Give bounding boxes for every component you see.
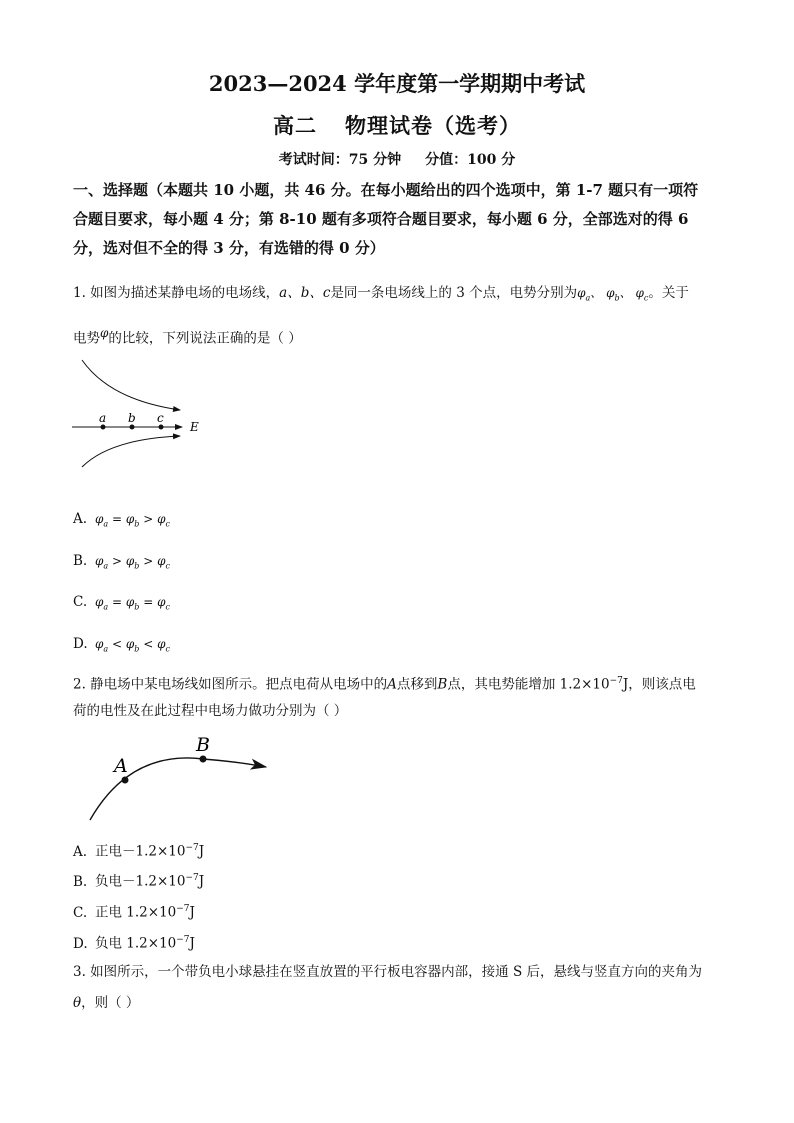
exponent: −7 [176, 935, 190, 945]
label-b: b [128, 411, 136, 425]
q2-point-b: B [437, 676, 448, 693]
q3-stem-line2 [73, 993, 733, 1013]
section-line: 合题目要求，每小题 4 分；第 8-10 题有多项符合题目要求，每小题 6 分，全部选对的得 6 [73, 210, 689, 228]
option-label: C. [73, 904, 88, 921]
option-expr: $\varphi_a = \varphi_b > \varphi_c$ [95, 512, 170, 529]
section-line: 分，选对但不全的得 3 分，有选错的得 0 分） [73, 239, 385, 257]
q1-text: 。关于 [648, 285, 689, 301]
q1-field-figure [70, 355, 220, 470]
unit: J [189, 935, 195, 952]
q2-stem-line1 [73, 671, 733, 695]
grade-label: 高二 [273, 113, 317, 138]
point-b [130, 425, 135, 430]
option-text: 负电 1.2×10 [95, 935, 177, 952]
option-expr: $\varphi_a < \varphi_b < \varphi_c$ [95, 637, 170, 654]
point-a [101, 425, 106, 430]
field-line-upper [82, 360, 180, 410]
option-text: 正电 1.2×10 [95, 904, 177, 921]
q1-points: a、b、c [279, 285, 331, 301]
theta-symbol: θ [73, 995, 82, 1011]
point-c [159, 425, 164, 430]
label-A: A [114, 755, 128, 777]
q2-text: J，则该点电 [622, 676, 696, 693]
option-expr: $\varphi_a = \varphi_b = \varphi_c$ [95, 595, 170, 612]
exponent: −7 [185, 843, 199, 853]
subject-label: 物理试卷（选考） [345, 113, 521, 138]
q1-text: 1. 如图为描述某静电场的电场线， [73, 285, 280, 301]
q3-text: ，则（ ） [81, 995, 140, 1011]
q1-option-c[interactable] [73, 592, 170, 617]
option-label: A. [73, 511, 88, 527]
phi-symbol: φ [100, 326, 109, 340]
q2-text: 点移到 [396, 676, 438, 693]
q1-text: 是同一条电场线上的 3 个点，电势分别为 [330, 285, 578, 301]
option-label: D. [73, 636, 88, 652]
exam-score: 分值：100 分 [425, 152, 516, 168]
label-a: a [99, 411, 107, 425]
unit: J [198, 843, 205, 860]
exam-time: 考试时间：75 分钟 [278, 152, 402, 168]
exam-subtitle [0, 110, 794, 140]
field-line-lower [82, 436, 180, 467]
q1-option-d[interactable] [73, 634, 170, 659]
exam-title: 2023—2024 学年度第一学期期中考试 [208, 71, 586, 96]
label-e: E [190, 420, 199, 434]
q2-option-a[interactable] [73, 838, 204, 862]
q1-option-a[interactable] [73, 509, 170, 534]
unit: J [189, 904, 195, 921]
q2-option-d[interactable] [73, 930, 195, 954]
q2-option-b[interactable] [73, 868, 204, 892]
label-B: B [196, 734, 210, 756]
option-label: D. [73, 935, 88, 952]
unit: J [198, 873, 205, 890]
option-label: A. [73, 843, 88, 860]
q2-text: 2. 静电场中某电场线如图所示。把点电荷从电场中的 [73, 676, 388, 693]
q3-stem-line1: 3. 如图所示，一个带负电小球悬挂在竖直放置的平行板电容器内部，接通 S 后，悬线与竖直方向的夹角为 [73, 964, 703, 980]
option-label: C. [73, 594, 88, 610]
exponent: −7 [609, 676, 623, 686]
point-B [200, 756, 207, 763]
q2-option-c[interactable] [73, 899, 195, 923]
q2-stem-line2: 荷的电性及在此过程中电场力做功分别为（ ） [73, 703, 348, 719]
q2-text: 点，其电势能增加 1.2×10 [447, 676, 610, 693]
option-text: 正电－1.2×10 [95, 843, 186, 860]
option-label: B. [73, 873, 88, 890]
q2-field-figure [80, 730, 280, 825]
section-instructions [73, 176, 733, 263]
q2-point-a: A [387, 676, 397, 693]
exponent: −7 [185, 873, 199, 883]
option-expr: $\varphi_a > \varphi_b > \varphi_c$ [95, 554, 170, 571]
point-A [122, 777, 129, 784]
q1-stem-line2 [73, 323, 733, 349]
phi-symbols: $\varphi_a$、 $\varphi_b$、 $\varphi_c$ [577, 286, 649, 303]
exam-info [0, 149, 794, 169]
q1-text: 的比较，下列说法正确的是（ ） [108, 330, 302, 347]
q1-text: 电势 [73, 330, 100, 347]
q1-option-b[interactable] [73, 551, 170, 576]
option-text: 负电－1.2×10 [95, 873, 186, 890]
section-line: 一、选择题（本题共 10 小题，共 46 分。在每小题给出的四个选项中，第 1-7 题只有一项符 [73, 181, 699, 199]
q1-stem-line1 [73, 283, 733, 308]
label-c: c [157, 411, 164, 425]
exponent: −7 [176, 904, 190, 914]
option-label: B. [73, 553, 88, 569]
